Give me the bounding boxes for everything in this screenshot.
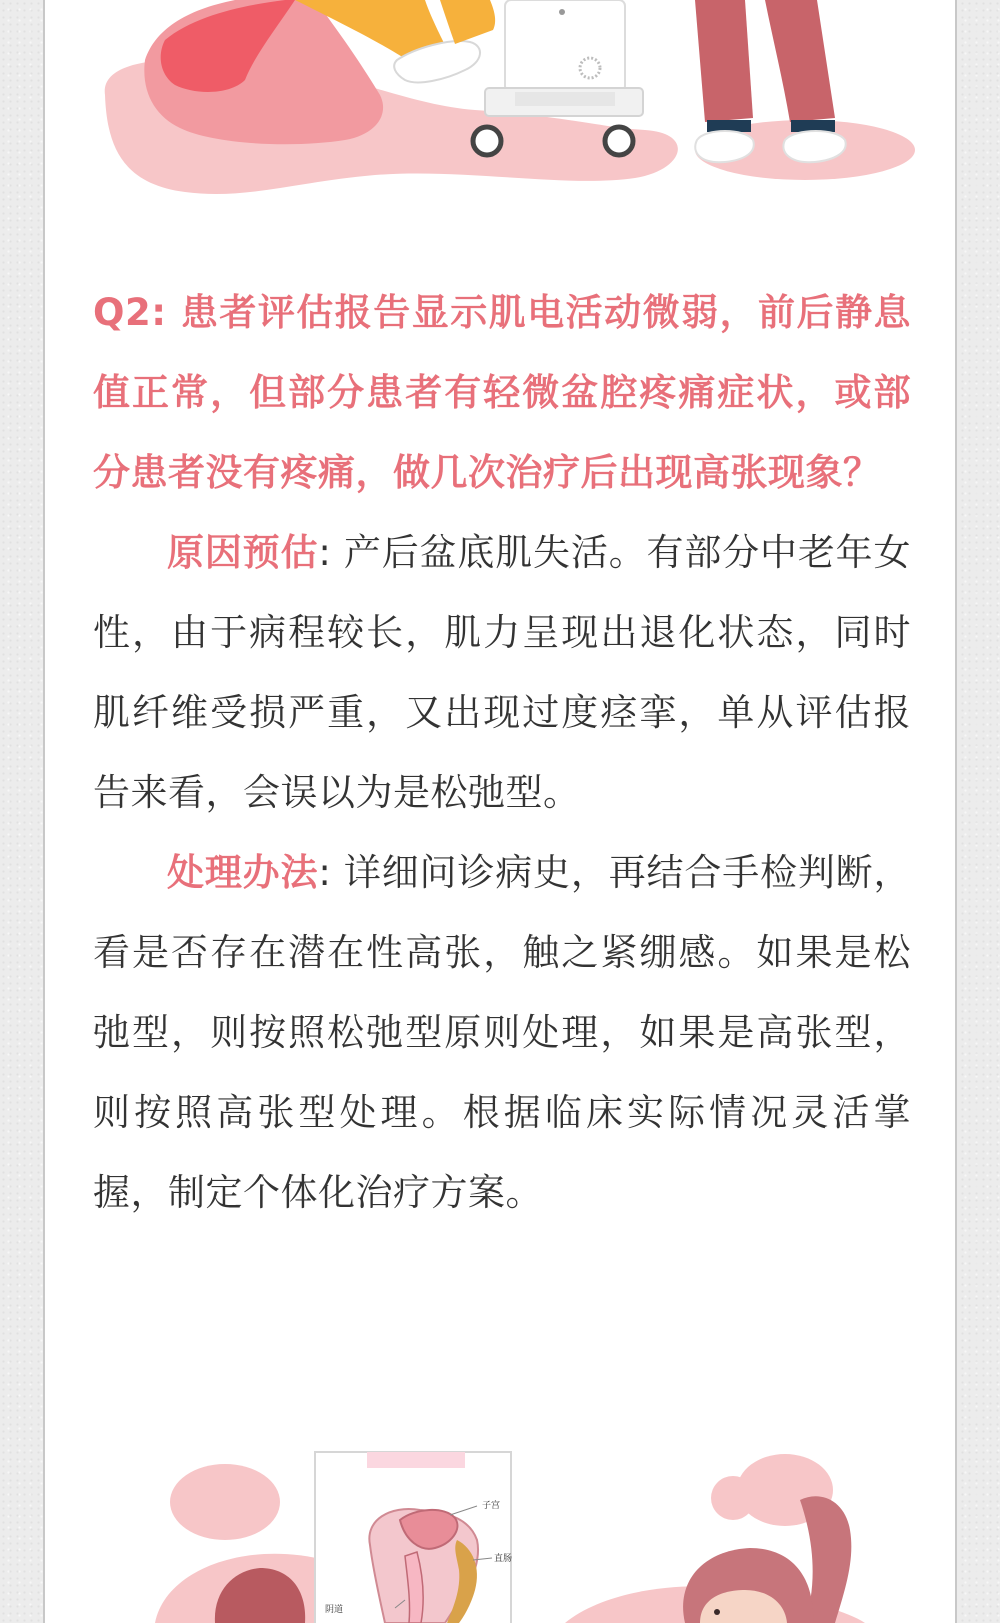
- question-heading: Q2: 患者评估报告显示肌电活动微弱，前后静息值正常，但部分患者有轻微盆腔疼痛症状，或部分患者没有疼痛，做几次治疗后出现高张现象？: [93, 291, 911, 494]
- blob-left: [170, 1464, 280, 1540]
- rectum-label: 直肠: [494, 1554, 513, 1564]
- method-colon: :: [318, 851, 344, 894]
- anatomy-board-clip: [367, 1452, 465, 1468]
- cause-colon: :: [318, 531, 344, 574]
- device-body: [505, 0, 625, 92]
- figure-leg-right: [765, 0, 835, 122]
- device-wheel-right: [605, 127, 633, 155]
- method-label: 处理办法: [167, 851, 319, 894]
- article-content: [93, 273, 911, 1233]
- figure-shoe-left: [695, 131, 754, 162]
- treatment-illustration: [45, 0, 957, 210]
- vagina-label: 阴道: [325, 1605, 344, 1615]
- patient-leg-2: [440, 0, 495, 44]
- device-stand: [515, 92, 615, 106]
- article-card: [43, 0, 957, 1623]
- figure-leg-left: [695, 0, 753, 122]
- uterus-label: 子宫: [482, 1501, 501, 1511]
- right-figure-eye: [714, 1609, 720, 1615]
- method-text: 详细问诊病史，再结合手检判断，看是否存在潜在性高张，触之紧绷感。如果是松弛型，则按照松弛型原则处理，如果是高张型，则按照高张型处理。根据临床实际情况灵活掌握，制定个体化治疗方案。: [93, 851, 912, 1214]
- device-indicator: [559, 9, 565, 15]
- device-wheel-left: [473, 127, 501, 155]
- anatomy-illustration: [45, 1440, 957, 1623]
- cause-text: 产后盆底肌失活。有部分中老年女性，由于病程较长，肌力呈现出退化状态，同时肌纤维受损严重，又出现过度痉挛，单从评估报告来看，会误以为是松弛型。: [93, 531, 912, 814]
- method-paragraph: [93, 833, 911, 1233]
- cause-label: 原因预估: [167, 531, 319, 574]
- cause-paragraph: [93, 513, 911, 833]
